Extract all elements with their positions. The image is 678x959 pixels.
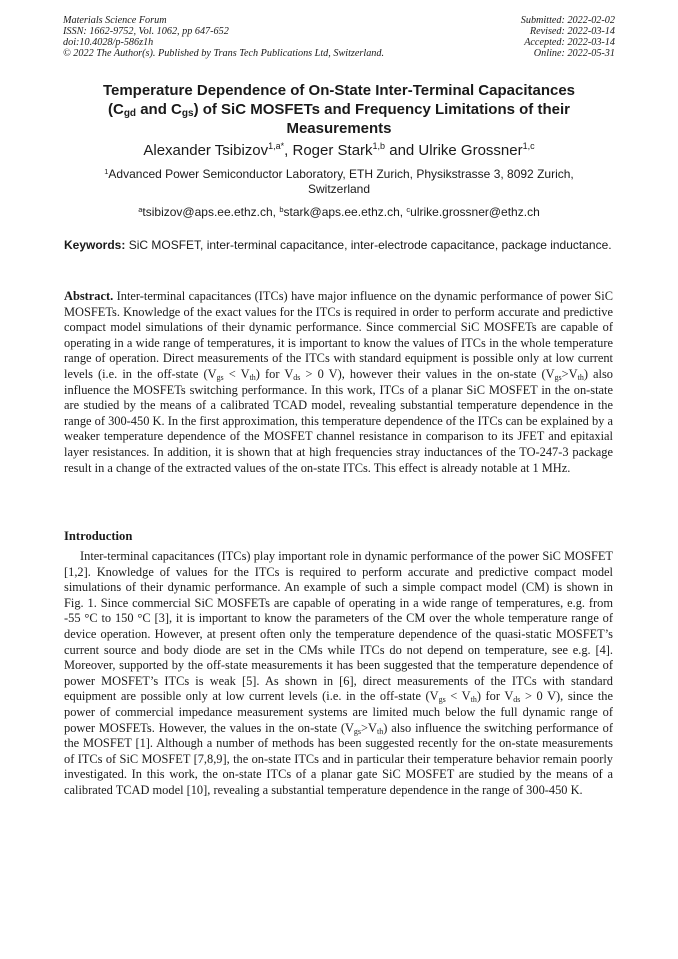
copyright: © 2022 The Author(s). Published by Trans Tech Publications Ltd, Switzerland. xyxy=(63,48,385,59)
keywords-text: SiC MOSFET, inter-terminal capacitance, inter-electrode capacitance, package inductance. xyxy=(125,238,612,252)
paper-title xyxy=(60,81,618,138)
accepted-date: Accepted: 2022-03-14 xyxy=(524,37,615,48)
email-link-b[interactable]: stark@aps.ee.ethz.ch, xyxy=(283,205,407,219)
title-line-3: Measurements xyxy=(286,120,392,137)
email-link-a[interactable]: tsibizov@aps.ee.ethz.ch, xyxy=(142,205,280,219)
header-right xyxy=(521,15,615,59)
abstract-label: Abstract. xyxy=(64,289,114,303)
introduction-paragraph: Inter-terminal capacitances (ITCs) play important role in dynamic performance of the power SiC MOSFET [1,2]. Knowledge of values for the ITCs is required to perform accurate and predictive compact model simulations of their dynamic performance. An example of such a simple compact model (CM) is shown in Fig. 1. Since commercial SiC MOSFETs are capable of operating in a wide range of temperatures, e.g. from -55 °C to 150 °C [3], it is important to know the parameters of the CM over the whole temperature range of device operation. However, at present often only the temperature dependence of the quasi-static MOSFET’s current source and body diode are set in the CMs while ITCs do not depend on temperature, see e.g. [4]. Moreover, supported by the off-state measurements it has been suggested that the temperature dependence of power MOSFET’s ITCs is weak [5]. As shown in [6], direct measurements of the ITCs with standard equipment are possible only at low current levels (i.e. in the off-state $(V_{gs} < V_{th})$ for $V_{ds} > 0$ V), since the power of commercial impedance measurement systems are limited much below the full dynamic range of power MOSFETs. However, the values in the on-state $(V_{gs}>V_{th})$ also influence the switching performance of the MOSFET [1]. Although a number of methods has been suggested recently for the on-state measurements of ITCs of SiC MOSFET [7,8,9], the on-state ITCs and in particular their temperature behavior remain poorly investigated. In this work, the on-state ITCs of a planar gate SiC MOSFET are studied by the means of a calibrated TCAD model [10], revealing a substantial temperature dependence in the range of 300-450 K. xyxy=(64,549,613,797)
email-link-c[interactable]: ulrike.grossner@ethz.ch xyxy=(410,205,540,219)
issn: ISSN: 1662-9752, Vol. 1062, pp 647-652 xyxy=(63,26,229,37)
title-line-2: ($C_{gd}$ and $C_{gs}$) of SiC MOSFETs and Frequency Limitations of their xyxy=(108,101,570,119)
doi: doi:10.4028/p-586z1h xyxy=(63,37,154,48)
author-emails: $^a$tsibizov@aps.ee.ethz.ch, $^b$stark@aps.ee.ethz.ch, $^c$ulrike.grossner@ethz.ch xyxy=(138,205,540,219)
revised-date: Revised: 2022-03-14 xyxy=(529,26,615,37)
journal-name: Materials Science Forum xyxy=(63,15,167,26)
abstract: Abstract. Inter-terminal capacitances (ITCs) have major influence on the dynamic performance of power SiC MOSFETs. Knowledge of the exact values for the ITCs is required in order to perform accurate and predictive compact model simulations of their dynamic performance. Since commercial SiC MOSFETs are capable of operating in a wide range of temperatures, it is important to know the values of ITCs in the whole temperature range of operation. Direct measurements of the ITCs with standard equipment is possible only at low current levels (i.e. in the off-state $(V_{gs} < V_{th})$ for $V_{ds} > 0$ V), however their values in the on-state $(V_{gs}>V_{th})$ also influence the MOSFETs switching performance. In this work, ITCs of a planar SiC MOSFET in the on-state are studied by the means of a calibrated TCAD model, revealing substantial temperature dependence in the range of 300-450 K. In the first approximation, this temperature dependence of the ITCs can be explained by a weaker temperature dependence of the MOSFET channel resistance in comparison to its JFET and epitaxial layer resistances. In addition, it is shown that at high frequencies stray inductances of the TO-247-3 package result in a change of the extracted values of the on-state ITCs. This effect is already notable at 1 MHz. xyxy=(64,289,614,475)
title-line-1: Temperature Dependence of On-State Inter-Terminal Capacitances xyxy=(102,82,576,99)
affiliation: $^1$Advanced Power Semiconductor Laboratory, ETH Zurich, Physikstrasse 3, 8092 Zurich, Switzerland xyxy=(104,167,574,196)
keywords-label: Keywords: xyxy=(64,238,126,252)
section-heading-introduction: Introduction xyxy=(64,529,133,543)
header-left xyxy=(63,15,384,59)
author-list: Alexander Tsibizov$^{1,a*}$, Roger Stark$^{1,b}$ and Ulrike Grossner$^{1,c}$ xyxy=(143,141,535,159)
keywords xyxy=(64,238,613,253)
submitted-date: Submitted: 2022-02-02 xyxy=(520,15,615,26)
online-date: Online: 2022-05-31 xyxy=(533,48,615,59)
